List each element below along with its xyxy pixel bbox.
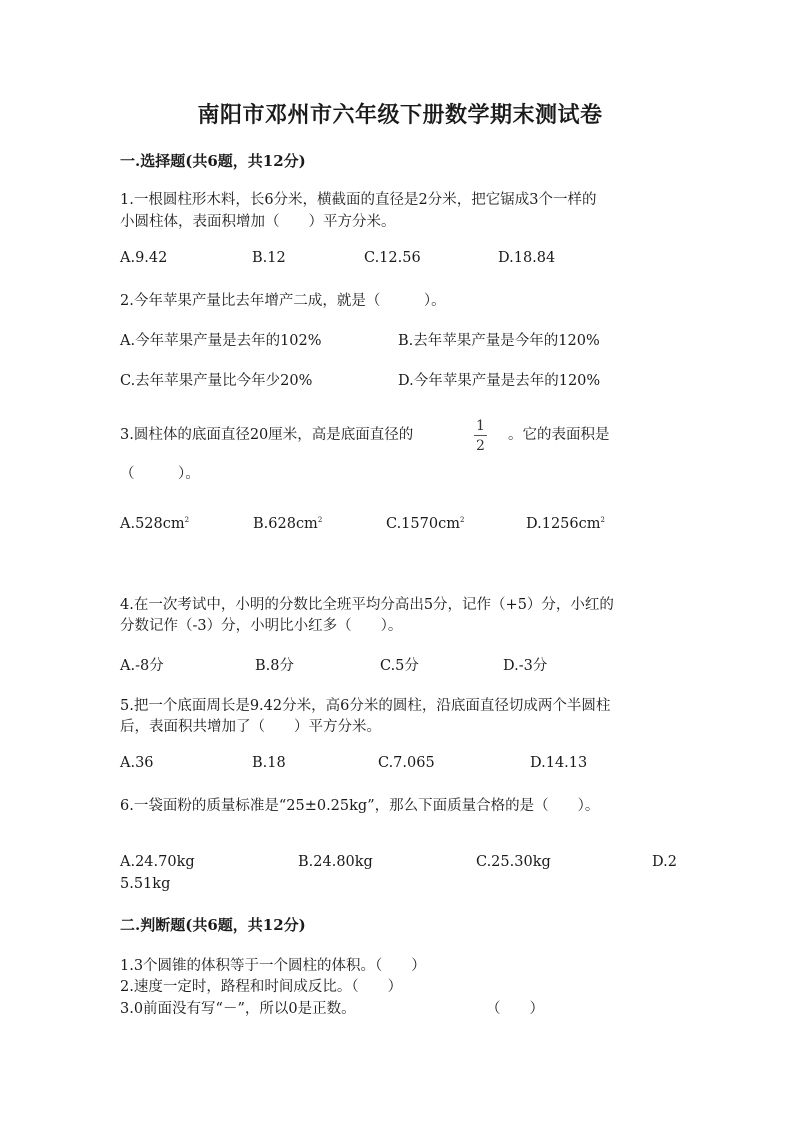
q6-option-d[interactable]: D.2 bbox=[652, 854, 677, 870]
q1-option-a[interactable]: A.9.42 bbox=[120, 250, 168, 266]
judgment-item-3-answer-paren[interactable]: （ ） bbox=[486, 1001, 544, 1017]
q4-option-b[interactable]: B.8分 bbox=[255, 658, 294, 674]
question-5-line-1: 5.把一个底面周长是9.42分米，高6分米的圆柱，沿底面直径切成两个半圆柱 bbox=[120, 698, 611, 714]
q3-option-b-text: B.628cm bbox=[253, 516, 318, 532]
question-6-line-1: 6.一袋面粉的质量标准是“25±0.25kg”，那么下面质量合格的是（ ）。 bbox=[120, 798, 600, 814]
q1-option-d[interactable]: D.18.84 bbox=[498, 250, 556, 266]
question-3-line-1a: 3.圆柱体的底面直径20厘米，高是底面直径的 bbox=[120, 427, 414, 443]
question-1-line-1: 1.一根圆柱形木料，长6分米，横截面的直径是2分米，把它锯成3个一样的 bbox=[120, 192, 597, 208]
q5-option-b[interactable]: B.18 bbox=[252, 755, 286, 771]
question-3-line-2: （ ）。 bbox=[120, 466, 200, 482]
judgment-item-1: 1.3个圆锥的体积等于一个圆柱的体积。（ ） bbox=[120, 958, 426, 974]
q2-option-c[interactable]: C.去年苹果产量比今年少20% bbox=[120, 373, 313, 389]
fraction-denominator: 2 bbox=[476, 438, 485, 454]
q2-option-b[interactable]: B.去年苹果产量是今年的120% bbox=[398, 333, 600, 349]
q3-option-a[interactable] bbox=[120, 516, 189, 532]
q5-option-a[interactable]: A.36 bbox=[120, 755, 154, 771]
q6-option-a[interactable]: A.24.70kg bbox=[120, 854, 195, 870]
q1-option-c[interactable]: C.12.56 bbox=[364, 250, 421, 266]
fraction-one-half bbox=[474, 415, 487, 453]
question-5-line-2: 后，表面积共增加了（ ）平方分米。 bbox=[120, 719, 381, 735]
question-3-line-1b: 。它的表面积是 bbox=[508, 427, 610, 443]
unit-superscript: 2 bbox=[317, 516, 323, 524]
q5-option-c[interactable]: C.7.065 bbox=[378, 755, 435, 771]
unit-superscript: 2 bbox=[184, 516, 190, 524]
q1-option-b[interactable]: B.12 bbox=[252, 250, 286, 266]
question-4-line-1: 4.在一次考试中，小明的分数比全班平均分高出5分，记作（+5）分，小红的 bbox=[120, 597, 614, 613]
judgment-item-2: 2.速度一定时，路程和时间成反比。（ ） bbox=[120, 979, 403, 995]
page-title: 南阳市邓州市六年级下册数学期末测试卷 bbox=[197, 102, 603, 128]
unit-superscript: 2 bbox=[600, 516, 605, 524]
q4-option-a[interactable]: A.-8分 bbox=[120, 658, 164, 674]
q4-option-d[interactable]: D.-3分 bbox=[503, 658, 548, 674]
question-4-line-2: 分数记作（-3）分，小明比小红多（ ）。 bbox=[120, 618, 403, 634]
fraction-numerator: 1 bbox=[476, 418, 485, 434]
question-1-line-2: 小圆柱体，表面积增加（ ）平方分米。 bbox=[120, 214, 396, 230]
q6-option-d-wrap: 5.51kg bbox=[120, 876, 171, 892]
question-2-line-1: 2.今年苹果产量比去年增产二成，就是（ ）。 bbox=[120, 293, 446, 309]
unit-superscript: 2 bbox=[459, 516, 465, 524]
q5-option-d[interactable]: D.14.13 bbox=[530, 755, 588, 771]
q3-option-b[interactable] bbox=[253, 516, 322, 532]
q4-option-c[interactable]: C.5分 bbox=[380, 658, 419, 674]
q2-option-a[interactable]: A.今年苹果产量是去年的102% bbox=[120, 333, 322, 349]
q3-option-d-text: D.1256cm bbox=[526, 516, 601, 532]
section-heading-choice: 一.选择题(共6题，共12分) bbox=[120, 152, 306, 170]
q2-option-d[interactable]: D.今年苹果产量是去年的120% bbox=[398, 373, 601, 389]
section-heading-judgment: 二.判断题(共6题，共12分) bbox=[120, 916, 306, 934]
q3-option-c[interactable] bbox=[386, 516, 464, 532]
q6-option-c[interactable]: C.25.30kg bbox=[476, 854, 551, 870]
q3-option-a-text: A.528cm bbox=[120, 516, 185, 532]
q3-option-c-text: C.1570cm bbox=[386, 516, 460, 532]
q3-option-d[interactable] bbox=[526, 516, 605, 532]
judgment-item-3: 3.0前面没有写“－”，所以0是正数。 bbox=[120, 1001, 356, 1017]
q6-option-b[interactable]: B.24.80kg bbox=[298, 854, 373, 870]
